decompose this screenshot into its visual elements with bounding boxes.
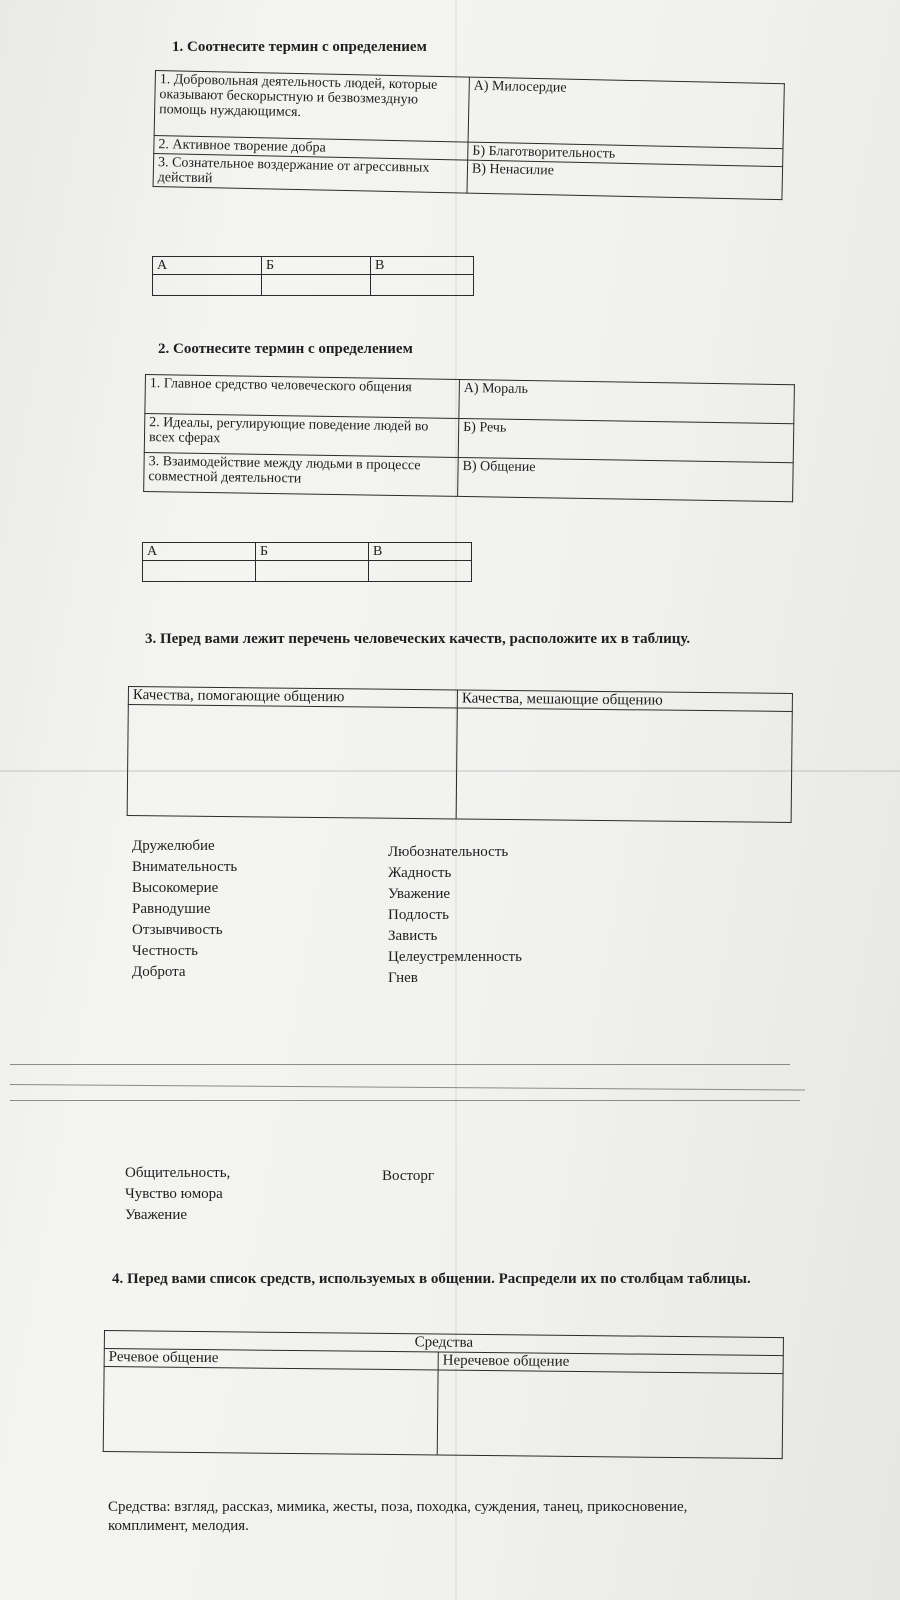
verbal-means-cell[interactable] <box>103 1367 438 1455</box>
qualities-list-right <box>388 842 522 989</box>
task3-qualities-table <box>127 686 793 823</box>
answer-cell-v[interactable] <box>369 561 472 582</box>
task2-def-3: 3. Взаимодействие между людьми в процессе совместной деятельности <box>144 452 459 496</box>
task1-answer-table <box>152 256 474 296</box>
task2-title: 2. Соотнесите термин с определением <box>158 341 413 357</box>
task1-def-3: 3. Сознательное воздержание от агрессивных действий <box>153 153 468 193</box>
table-row <box>143 543 472 561</box>
list-item: Чувство юмора <box>125 1186 223 1202</box>
task1-term-1: А) Милосердие <box>468 77 784 149</box>
divider-line <box>10 1064 790 1065</box>
list-item: Высокомерие <box>132 880 219 896</box>
task1-def-1: 1. Добровольная деятельность людей, которые оказывают бескорыстную и безвозмездную помощь нуждающимся. <box>154 71 469 143</box>
list-item: Отзывчивость <box>132 922 223 938</box>
list-item: Общительность, <box>125 1165 231 1181</box>
answer-header-a: А <box>143 543 256 561</box>
list-item: Честность <box>132 943 198 959</box>
task2-term-1: А) Мораль <box>459 379 795 423</box>
means-list: Средства: взгляд, рассказ, мимика, жесты, поза, походка, суждения, танец, прикосновение, комплимент, мелодия. <box>108 1499 688 1534</box>
list-item: Уважение <box>125 1207 188 1223</box>
list-item: Любознательность <box>388 844 509 860</box>
extra-qualities-list <box>125 1163 230 1226</box>
answer-header-v: В <box>369 543 472 561</box>
answer-cell-b[interactable] <box>256 561 369 582</box>
list-item: Подлость <box>388 907 449 923</box>
answer-cell-b[interactable] <box>262 275 371 296</box>
task1-term-3: В) Ненасилие <box>467 160 783 200</box>
task2-term-2: Б) Речь <box>458 418 794 462</box>
col-header-helping: Качества, помогающие общению <box>128 687 457 708</box>
task2-def-1: 1. Главное средство человеческого общения <box>145 375 460 419</box>
task2-answer-table <box>142 542 472 582</box>
table-row <box>153 275 474 296</box>
list-item: Гнев <box>388 970 418 986</box>
task2-match-table <box>143 374 795 502</box>
task4-title: 4. Перед вами список средств, используемых в общении. Распредели их по столбцам таблицы. <box>112 1271 751 1287</box>
task4-means-table <box>103 1330 784 1459</box>
extra-quality-right: Восторг <box>382 1168 435 1184</box>
task1-match-table <box>153 70 785 200</box>
col-header-verbal: Речевое общение <box>104 1349 438 1370</box>
task2-term-3: В) Общение <box>458 457 794 501</box>
helping-qualities-cell[interactable] <box>127 705 457 819</box>
table-row <box>143 561 472 582</box>
col-header-hindering: Качества, мешающие общению <box>457 690 792 712</box>
hindering-qualities-cell[interactable] <box>456 708 792 823</box>
table-row <box>127 705 792 823</box>
task1-def-2: 2. Активное творение добра <box>154 135 468 160</box>
task1-title: 1. Соотнесите термин с определением <box>172 39 427 55</box>
list-item: Жадность <box>388 865 452 881</box>
answer-cell-a[interactable] <box>143 561 256 582</box>
list-item: Внимательность <box>132 859 238 875</box>
list-item: Целеустремленность <box>388 949 522 965</box>
task2-def-2: 2. Идеалы, регулирующие поведение людей во всех сферах <box>144 414 459 458</box>
list-item: Дружелюбие <box>132 838 215 854</box>
list-item: Зависть <box>388 928 438 944</box>
list-item: Равнодушие <box>132 901 211 917</box>
answer-header-a: А <box>153 257 262 275</box>
list-item: Уважение <box>388 886 451 902</box>
qualities-list-left <box>132 836 237 983</box>
answer-cell-a[interactable] <box>153 275 262 296</box>
table-row <box>103 1367 783 1459</box>
divider-line <box>10 1100 800 1101</box>
table-row <box>153 257 474 275</box>
answer-header-b: Б <box>262 257 371 275</box>
answer-header-v: В <box>371 257 474 275</box>
divider-line <box>10 1084 805 1091</box>
answer-header-b: Б <box>256 543 369 561</box>
task3-title: 3. Перед вами лежит перечень человеческих качеств, расположите их в таблицу. <box>145 631 691 647</box>
means-table-title: Средства <box>104 1331 783 1356</box>
nonverbal-means-cell[interactable] <box>437 1370 783 1459</box>
answer-cell-v[interactable] <box>371 275 474 296</box>
task1-term-2: Б) Благотворительность <box>468 142 783 167</box>
list-item: Доброта <box>132 964 186 980</box>
col-header-nonverbal: Неречевое общение <box>438 1352 783 1374</box>
